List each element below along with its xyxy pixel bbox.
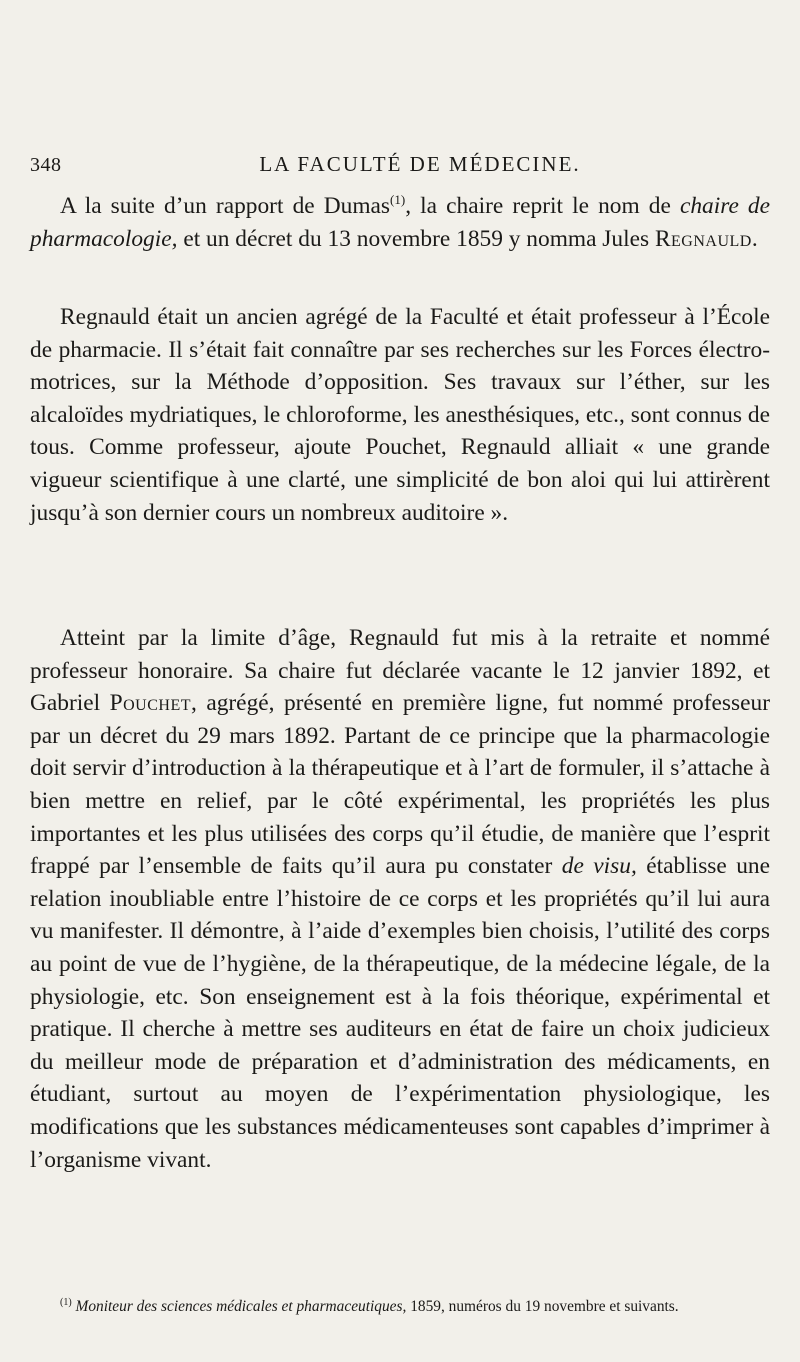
- footnote-text: 1859, numéros du 19 novembre et suivants.: [406, 1298, 679, 1315]
- paragraph-2: Regnauld était un ancien agrégé de la Faculté et était professeur à l’École de pharmacie. Il s’était fait connaître par ses recherches sur les Forces électro-motrices, sur la Méthode d’opposition. Ses travaux sur l’éther, sur les alcaloïdes mydriatiques, le chloroforme, les anesthésiques, etc., sont connus de tous. Comme professeur, ajoute Pouchet, Regnauld alliait « une grande vigueur scientifique à une clarté, une simplicité de bon aloi qui lui attirèrent jusqu’à son dernier cours un nombreux auditoire ».: [30, 304, 770, 526]
- paragraph-1-text-b: , la chaire reprit le nom de: [405, 193, 680, 219]
- paragraph-1-text-a: A la suite d’un rapport de Dumas: [60, 193, 391, 219]
- paragraph-3: [30, 622, 770, 1176]
- paragraph-3-italic: de visu,: [561, 853, 637, 880]
- person-name-regnauld: Regnauld: [654, 225, 752, 252]
- paragraph-1-text-c: et un décret du 13 novembre 1859 y nomma Jules: [177, 225, 655, 252]
- paragraph-3-text-b: , agrégé, présenté en première ligne, fut nommé professeur par un décret du 29 mars 1892. Partant de ce principe que la pharmacologie doit servir d’introduction à la thérapeutique et à l’art de formuler, il s’attache à bien mettre en relief, par le côté expérimental, les propriétés les plus importantes et les plus utilisées des corps qu’il étudie, de manière que l’esprit frappé par l’ensemble de faits qu’il aura pu constater: [30, 690, 770, 880]
- running-title: LA FACULTÉ DE MÉDECINE.: [259, 152, 581, 176]
- paragraph-3-text-c: établisse une relation inoubliable entre l’histoire de ce corps et les propriétés qu’il lui aura vu manifester. Il démontre, à l’aide d’exemples bien choisis, l’utilité des corps au point de vue de l’hygiène, de la thérapeutique, de la médecine légale, de la physiologie, etc. Son enseignement est à la fois théorique, expérimental et pratique. Il cherche à mettre ses auditeurs en état de faire un choix judicieux du meilleur mode de préparation et d’administration des médicaments, en étudiant, surtout au moyen de l’expérimentation physiologique, les modifications que les substances médicamenteuses sont capables d’imprimer à l’organisme vivant.: [30, 853, 770, 1173]
- paragraph-1-italic: chaire de pharmacologie,: [30, 193, 770, 252]
- page-number: 348: [30, 154, 62, 176]
- paragraph-3-text-a: Atteint par la limite d’âge, Regnauld fut mis à la retraite et nommé professeur honoraire. Sa chaire fut déclarée vacante le 12 janvier 1892, et Gabriel: [30, 625, 770, 717]
- footnote-marker: (1): [60, 1297, 72, 1308]
- paragraph-1-text-d: .: [751, 225, 758, 252]
- footnote-reference: (1): [390, 192, 406, 207]
- person-name-pouchet: Pouchet: [109, 690, 192, 717]
- footnote-title: Moniteur des sciences médicales et pharmaceutiques,: [75, 1298, 407, 1315]
- footnote: [30, 1296, 770, 1318]
- page-header: [30, 150, 770, 184]
- paragraph-1: [30, 190, 770, 255]
